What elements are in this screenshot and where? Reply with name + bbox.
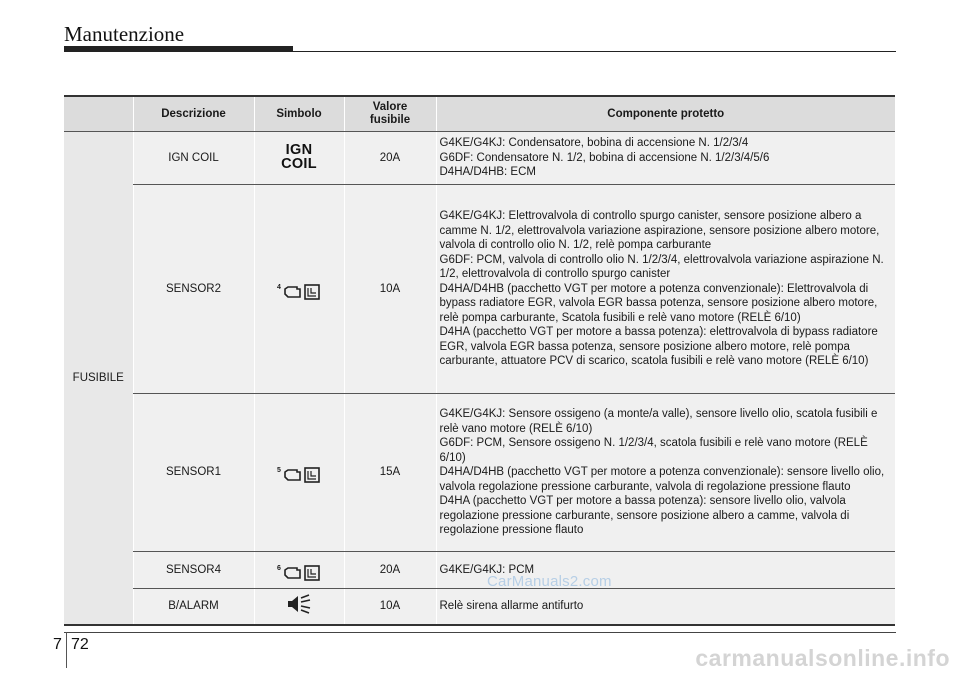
engine-sensor-icon — [283, 565, 321, 581]
protected-component: G4KE/G4KJ: PCM — [436, 552, 895, 589]
column-header-description: Descrizione — [133, 96, 254, 132]
header-rule — [64, 51, 896, 52]
fuse-value: 10A — [344, 589, 436, 625]
engine-manual-symbol — [277, 565, 321, 581]
ign-coil-symbol: IGN COIL — [281, 142, 317, 173]
page-number: 72 — [71, 636, 89, 653]
chapter-number: 7 — [53, 636, 62, 653]
table-row — [64, 394, 895, 552]
table-row — [64, 185, 895, 394]
engine-sensor-icon — [283, 284, 321, 300]
protected-component: G4KE/G4KJ: Sensore ossigeno (a monte/a valle), sensore livello olio, scatola fusibili e relè vano motore (RELÈ 6/10) G6DF: PCM, Sensore ossigeno N. 1/2/3/4, scatola fusibili e relè vano motore (RELÈ 6/10) D4HA/D4HB (pacchetto VGT per motore a potenza convenzionale): sensore livello olio, valvola regolazione pressione carburante, valvola di regolazione pressione flauto D4HA (pacchetto VGT per motore a bassa potenza): sensore livello olio, valvola regolazione pressione carburante, sensore posizione albero a camme, valvola di regolazione pressione flauto — [436, 394, 895, 552]
category-cell: FUSIBILE — [64, 132, 133, 625]
fuse-symbol-cell — [254, 394, 344, 552]
fuse-value: 20A — [344, 552, 436, 589]
footer-site-watermark: carmanualsonline.info — [695, 645, 950, 671]
column-header-protected-component: Componente protetto — [436, 96, 895, 132]
fuse-description: IGN COIL — [133, 132, 254, 185]
table-row — [64, 589, 895, 625]
column-header-symbol: Simbolo — [254, 96, 344, 132]
column-header-fuse-value: Valore fusibile — [344, 96, 436, 132]
footer-rule — [64, 632, 896, 633]
engine-sensor-icon — [283, 467, 321, 483]
table-row — [64, 552, 895, 589]
protected-component: G4KE/G4KJ: Condensatore, bobina di accensione N. 1/2/3/4 G6DF: Condensatore N. 1/2, bobina di accensione N. 1/2/3/4/5/6 D4HA/D4HB: ECM — [436, 132, 895, 185]
fuse-description: B/ALARM — [133, 589, 254, 625]
section-title: Manutenzione — [64, 22, 185, 46]
symbol-number: 6 — [277, 564, 281, 572]
fuse-description: SENSOR2 — [133, 185, 254, 394]
fuse-symbol-cell — [254, 132, 344, 185]
fuse-symbol-cell — [254, 589, 344, 625]
fuse-value: 20A — [344, 132, 436, 185]
fuse-symbol-cell — [254, 185, 344, 394]
fuse-description: SENSOR4 — [133, 552, 254, 589]
table-header-row — [64, 96, 895, 132]
symbol-number: 5 — [277, 467, 281, 474]
engine-manual-symbol — [277, 467, 321, 483]
watermark-text: CarManuals2.com — [487, 573, 612, 590]
page-separator — [66, 632, 67, 668]
fuse-value: 15A — [344, 394, 436, 552]
engine-manual-symbol — [277, 284, 321, 300]
protected-component: Relè sirena allarme antifurto — [436, 589, 895, 625]
fuse-description: SENSOR1 — [133, 394, 254, 552]
protected-component: G4KE/G4KJ: Elettrovalvola di controllo spurgo canister, sensore posizione albero a camme N. 1/2, elettrovalvola variazione aspirazione, sensore posizione albero motore, valvola di controllo olio N. 1/2, relè pompa carburante G6DF: PCM, valvola di controllo olio N. 1/2/3/4, elettrovalvola variazione aspirazione N. 1/2, elettrovalvola di controllo spurgo canister D4HA/D4HB (pacchetto VGT per motore a potenza convenzionale): Elettrovalvola di bypass radiatore EGR, valvola EGR bassa potenza, sensore posizione albero motore, relè pompa carburante, Scatola fusibili e relè vano motore (RELÈ 6/10) D4HA (pacchetto VGT per motore a bassa potenza): elettrovalvola di bypass radiatore EGR, valvola EGR bassa potenza, sensore posizione albero motore, relè pompa carburante, attuatore PCV di scarico, scatola fusibili e relè vano motore (RELÈ 6/10) — [436, 185, 895, 394]
column-header-category — [64, 96, 133, 132]
fuse-value: 10A — [344, 185, 436, 394]
symbol-number: 4 — [277, 283, 281, 291]
table-row — [64, 132, 895, 185]
fuse-symbol-cell — [254, 552, 344, 589]
fuse-table — [64, 95, 895, 626]
siren-icon — [286, 594, 312, 614]
